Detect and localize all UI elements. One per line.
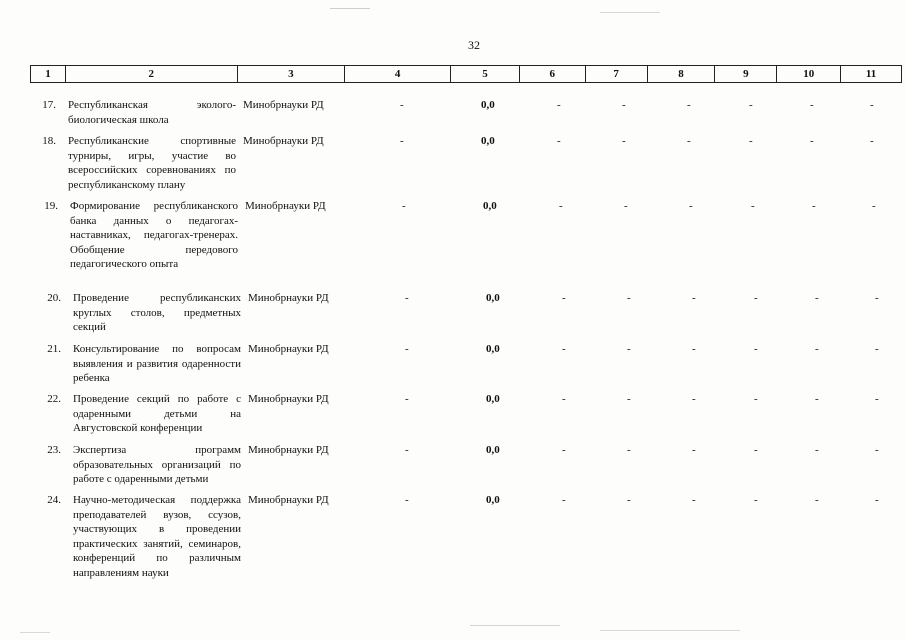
scan-speck [330,8,370,9]
row-organization: Минобрнауки РД [248,393,329,405]
row-number: 17. [42,99,56,111]
row-number: 19. [44,200,58,212]
header-col-3: 3 [238,66,346,82]
col7-value: - [622,135,626,147]
col5-value: 0,0 [486,444,500,456]
header-col-2: 2 [66,66,238,82]
col6-value: - [562,494,566,506]
col8-value: - [692,292,696,304]
col4-value: - [405,494,409,506]
col5-value: 0,0 [486,292,500,304]
col10-value: - [815,494,819,506]
row-name: Научно-методическая поддержка преподавателей вузов, ссузов, участвующих в проведении практических занятий, семинаров, конференций по различным направлениям науки [73,494,241,579]
scan-speck [600,630,740,631]
row-number: 21. [47,343,61,355]
col6-value: - [557,135,561,147]
header-col-11: 11 [865,68,877,80]
col4-value: - [405,444,409,456]
col4-value: - [405,343,409,355]
row-organization: Минобрнауки РД [243,99,324,111]
header-col-9: 9 [715,66,777,82]
row-number: 22. [47,393,61,405]
header-col-1: 1 [31,66,66,82]
col10-value: - [812,200,816,212]
scan-speck [20,632,50,633]
row-organization: Минобрнауки РД [245,200,326,212]
row-name: Республиканские спортивные турниры, игры, участие во всероссийских соревнованиях по республиканскому плану [68,135,236,191]
col11-value: - [875,343,879,355]
row-organization: Минобрнауки РД [248,292,329,304]
col11-value: - [875,444,879,456]
col6-value: - [559,200,563,212]
row-number: 20. [47,292,61,304]
row-name: Формирование республиканского банка данных о педагогах-наставниках, педагогах-тренерах. Обобщение передового педагогического опыта [70,200,238,270]
scan-speck [600,12,660,13]
header-col-4: 4 [345,66,451,82]
col7-value: - [627,292,631,304]
row-name: Консультирование по вопросам выявления и развития одаренности ребенка [73,343,241,384]
col5-value: 0,0 [486,343,500,355]
col6-value: - [557,99,561,111]
col6-value: - [562,444,566,456]
col5-value: 0,0 [486,393,500,405]
row-name: Экспертиза программ образовательных организаций по работе с одаренными детьми [73,444,241,485]
col11-value: - [875,393,879,405]
col8-value: - [692,494,696,506]
table-header [30,65,902,83]
col8-value: - [687,99,691,111]
row-organization: Минобрнауки РД [248,444,329,456]
row-name: Республиканская эколого-биологическая школа [68,99,236,126]
col6-value: - [562,292,566,304]
row-name: Проведение секций по работе с одаренными детьми на Августовской конференции [73,393,241,434]
col4-value: - [405,292,409,304]
col6-value: - [562,393,566,405]
col8-value: - [692,343,696,355]
col9-value: - [754,494,758,506]
col7-value: - [627,343,631,355]
col9-value: - [754,393,758,405]
row-organization: Минобрнауки РД [248,343,329,355]
col8-value: - [692,444,696,456]
header-col-10: 10 [777,66,841,82]
header-col-7: 7 [586,66,648,82]
col8-value: - [692,393,696,405]
col4-value: - [405,393,409,405]
col11-value: - [875,494,879,506]
col10-value: - [815,444,819,456]
col7-value: - [627,444,631,456]
col9-value: - [754,343,758,355]
col10-value: - [810,99,814,111]
col7-value: - [627,393,631,405]
col4-value: - [400,135,404,147]
col9-value: - [754,292,758,304]
row-organization: Минобрнауки РД [248,494,329,506]
row-number: 18. [42,135,56,147]
header-col-6: 6 [520,66,586,82]
col8-value: - [689,200,693,212]
col5-value: 0,0 [486,494,500,506]
col10-value: - [815,343,819,355]
col5-value: 0,0 [481,135,495,147]
row-number: 23. [47,444,61,456]
row-organization: Минобрнауки РД [243,135,324,147]
col10-value: - [810,135,814,147]
col6-value: - [562,343,566,355]
col9-value: - [754,444,758,456]
col10-value: - [815,292,819,304]
col9-value: - [749,99,753,111]
page-number: 32 [468,38,480,52]
col4-value: - [402,200,406,212]
header-col-8: 8 [648,66,716,82]
col7-value: - [622,99,626,111]
row-name: Проведение республиканских круглых столов, предметных секций [73,292,241,333]
col4-value: - [400,99,404,111]
col5-value: 0,0 [483,200,497,212]
col10-value: - [815,393,819,405]
col11-value: - [870,135,874,147]
col11-value: - [870,99,874,111]
col8-value: - [687,135,691,147]
col5-value: 0,0 [481,99,495,111]
col11-value: - [875,292,879,304]
col7-value: - [624,200,628,212]
col7-value: - [627,494,631,506]
header-col-5: 5 [451,66,520,82]
row-number: 24. [47,494,61,506]
col9-value: - [749,135,753,147]
col9-value: - [751,200,755,212]
col11-value: - [872,200,876,212]
scan-speck [470,625,560,626]
